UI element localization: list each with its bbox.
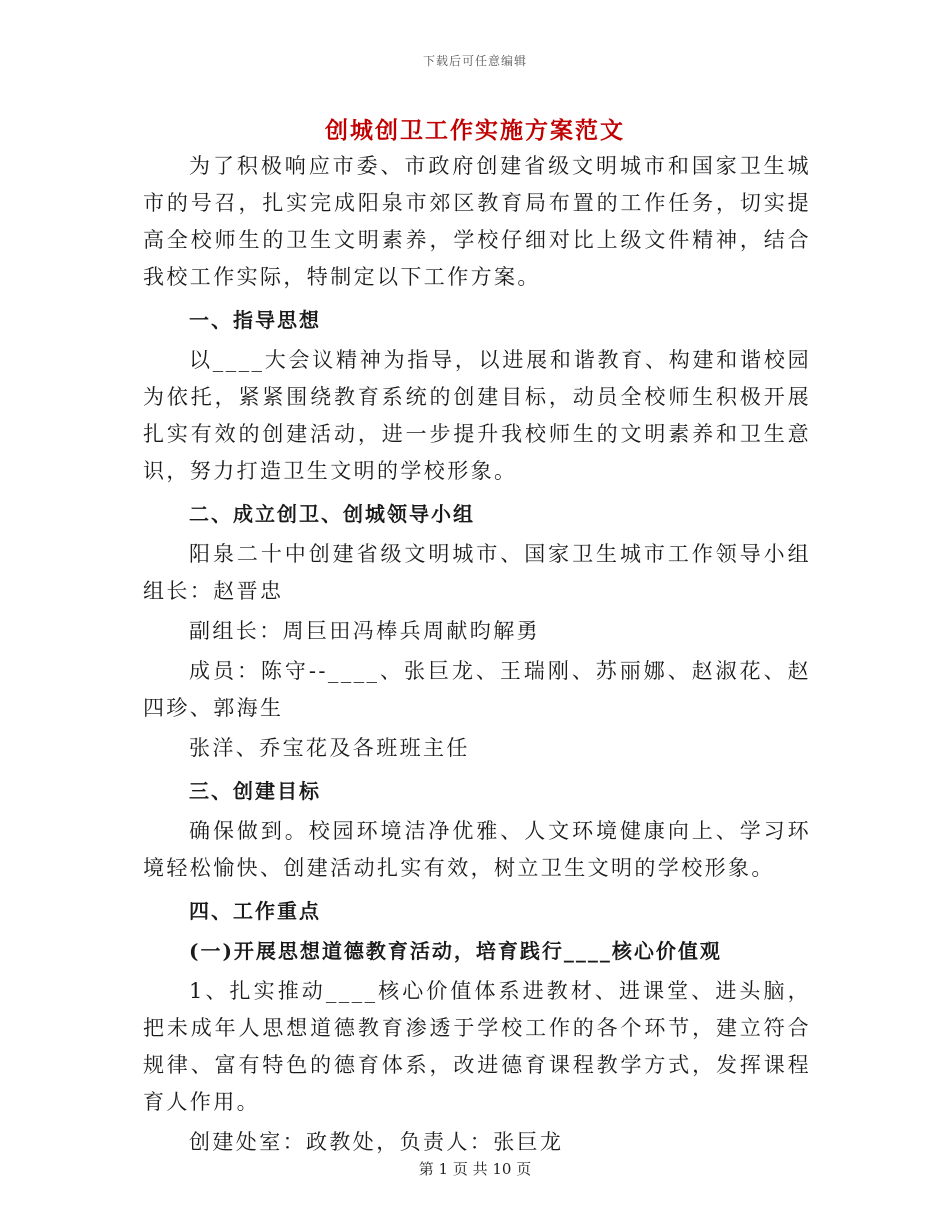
page-number: 第 1 页 共 10 页 — [418, 1160, 532, 1178]
paragraph: 张洋、乔宝花及各班班主任 — [189, 736, 470, 760]
header-note: 下载后可任意编辑 — [422, 54, 527, 68]
section-heading-leadership-group: 二、成立创卫、创城领导小组 — [189, 502, 475, 526]
paragraph: 1、扎实推动____核心价值体系进教材、进课堂、进头脑，把未成年人思想道德教育渗透于学校工作的各个环节，建立符合规律、富有特色的德育体系，改进德育课程教学方式，发挥课程育人作用。 — [143, 979, 811, 1114]
paragraph: 以____大会议精神为指导，以进展和谐教育、构建和谐校园为依托，紧紧围绕教育系统的创建目标，动员全校师生积极开展扎实有效的创建活动，进一步提升我校师生的文明素养和卫生意识，努力打造卫生文明的学校形象。 — [143, 348, 811, 483]
section-heading-guiding-ideology: 一、指导思想 — [189, 308, 321, 332]
section-heading-work-focus: 四、工作重点 — [189, 899, 321, 923]
paragraph: 成员：陈守--____、张巨龙、王瑞刚、苏丽娜、赵淑花、赵四珍、郭海生 — [143, 659, 811, 720]
paragraph: 副组长：周巨田冯棒兵周献昀解勇 — [189, 619, 540, 643]
document-title: 创城创卫工作实施方案范文 — [325, 117, 625, 144]
paragraph: 确保做到。校园环境洁净优雅、人文环境健康向上、学习环境轻松愉快、创建活动扎实有效，树立卫生文明的学校形象。 — [143, 819, 811, 880]
subsection-heading: (一)开展思想道德教育活动，培育践行____核心价值观 — [189, 939, 722, 963]
paragraph: 阳泉二十中创建省级文明城市、国家卫生城市工作领导小组组长：赵晋忠 — [143, 542, 811, 603]
document-body — [143, 148, 811, 1161]
paragraph: 创建处室：政教处，负责人：张巨龙 — [189, 1130, 564, 1154]
section-heading-goals: 三、创建目标 — [189, 779, 321, 803]
intro-paragraph: 为了积极响应市委、市政府创建省级文明城市和国家卫生城市的号召，扎实完成阳泉市郊区教育局布置的工作任务，切实提高全校师生的卫生文明素养，学校仔细对比上级文件精神，结合我校工作实际，特制定以下工作方案。 — [143, 154, 811, 289]
